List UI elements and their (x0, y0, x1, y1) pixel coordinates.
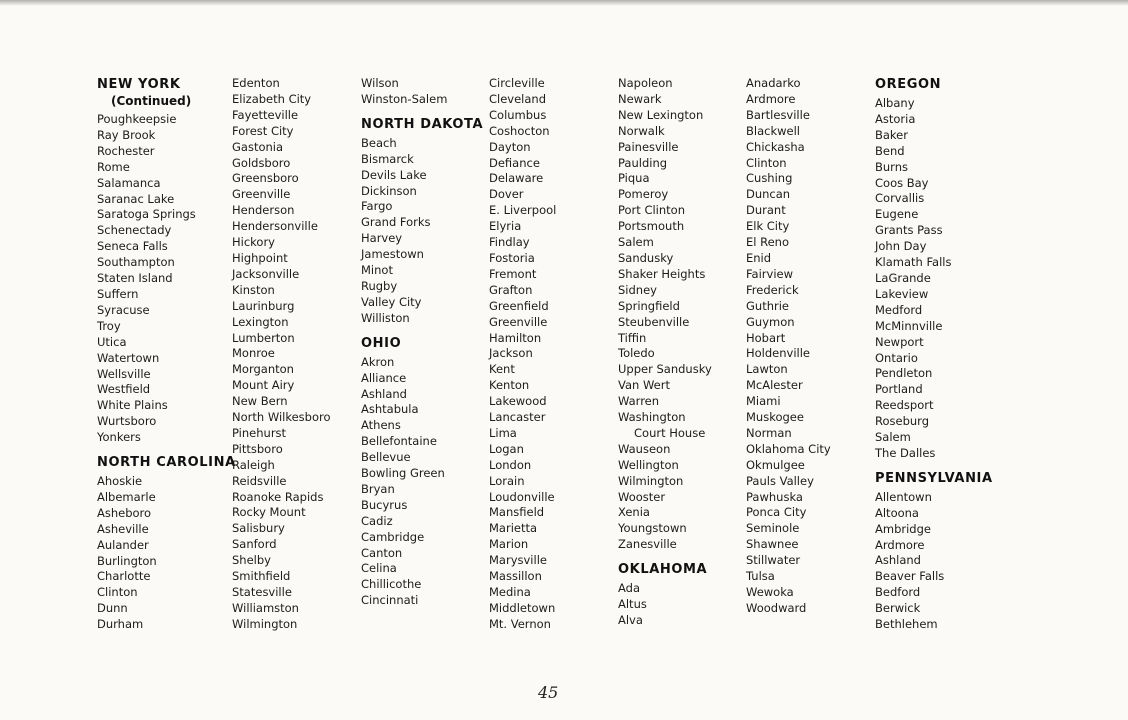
city-name: Coos Bay (875, 175, 929, 190)
city-name: McAlester (746, 378, 803, 393)
city-name: Court House (634, 425, 706, 440)
city-name: Frederick (746, 282, 799, 297)
city-name: Warren (618, 394, 660, 409)
city-name: Corvallis (875, 191, 925, 206)
state-block (618, 561, 746, 629)
city-name: Wurtsboro (97, 414, 157, 429)
city-name: Toledo (618, 346, 655, 361)
city-name: Newport (875, 334, 924, 349)
city-name: Fayetteville (232, 107, 299, 122)
city-name: Marysville (489, 553, 547, 568)
city-name: Guthrie (746, 298, 789, 313)
city-name: Grants Pass (875, 223, 943, 238)
city-name: Wilmington (618, 473, 684, 488)
city-name: E. Liverpool (489, 203, 557, 218)
city-name: Asheville (97, 521, 149, 536)
city-name: Wilmington (232, 616, 298, 631)
city-name: Marietta (489, 521, 538, 536)
state-block (361, 335, 489, 610)
city-name: Lexington (232, 314, 289, 329)
city-name: Anadarko (746, 76, 801, 90)
city-name: Canton (361, 545, 403, 560)
city-name: Alliance (361, 370, 407, 385)
city-name: Altoona (875, 505, 919, 520)
city-name: Tiffin (618, 330, 647, 345)
city-name: Smithfield (232, 569, 291, 584)
city-name: Elizabeth City (232, 91, 312, 106)
city-name: Pomeroy (618, 187, 669, 202)
city-name: Jackson (489, 346, 533, 361)
city-name: Loudonville (489, 489, 555, 504)
city-name: Celina (361, 561, 397, 576)
column-6 (746, 76, 874, 617)
city-name: Hendersonville (232, 219, 318, 234)
city-name: Salamanca (97, 175, 161, 190)
city-name: Greenville (232, 187, 291, 202)
city-name: Wellsville (97, 366, 151, 381)
city-name: Cincinnati (361, 593, 419, 608)
city-name: Massillon (489, 569, 542, 584)
city-name: Jacksonville (232, 266, 300, 281)
city-name: Logan (489, 441, 524, 456)
city-name: Grafton (489, 282, 533, 297)
city-name: Steubenville (618, 314, 690, 329)
city-name: Upper Sandusky (618, 362, 712, 377)
city-name: Roanoke Rapids (232, 489, 324, 504)
column-1 (97, 76, 236, 633)
city-name: Saranac Lake (97, 191, 175, 206)
city-name: El Reno (746, 235, 789, 250)
city-name: Devils Lake (361, 167, 427, 182)
city-name: Burns (875, 159, 908, 174)
city-name: Allentown (875, 489, 932, 504)
city-name: Rugby (361, 278, 398, 293)
city-name: Monroe (232, 346, 275, 361)
city-name: Mansfield (489, 505, 545, 520)
city-name: Alva (618, 613, 643, 627)
city-name: John Day (875, 239, 927, 254)
city-name: Cleveland (489, 91, 547, 106)
city-name: Greenfield (489, 298, 549, 313)
city-name: Chickasha (746, 139, 805, 154)
city-name: Cambridge (361, 529, 425, 544)
city-name: Bethlehem (875, 617, 938, 632)
city-name: Ashtabula (361, 402, 419, 417)
city-name: Miami (746, 394, 781, 409)
city-name: Durham (97, 617, 144, 632)
city-name: Seneca Falls (97, 239, 168, 254)
city-name: Piqua (618, 171, 650, 186)
city-name: Bismarck (361, 151, 414, 166)
city-name: Wooster (618, 489, 666, 504)
city-name: Elk City (746, 219, 790, 234)
city-name: Staten Island (97, 271, 173, 286)
column-5 (618, 76, 746, 629)
city-name: Berwick (875, 601, 921, 616)
city-name: Ahoskie (97, 474, 143, 489)
city-name: Saratoga Springs (97, 207, 196, 222)
city-name: New Lexington (618, 107, 704, 122)
city-name: Newark (618, 91, 662, 106)
city-name: Mount Airy (232, 378, 295, 393)
state-block (875, 76, 1003, 462)
city-name: Bend (875, 143, 905, 158)
city-name: Pawhuska (746, 489, 803, 504)
city-name: Williamston (232, 600, 299, 615)
city-name: Rochester (97, 143, 155, 158)
city-name: Dayton (489, 139, 531, 154)
city-name: Dunn (97, 601, 128, 616)
city-name: Defiance (489, 155, 540, 170)
city-name: Youngstown (618, 521, 687, 536)
city-name: Bryan (361, 481, 395, 496)
city-name: Syracuse (97, 302, 150, 317)
city-name: Blackwell (746, 123, 800, 138)
city-name: Bellevue (361, 450, 411, 465)
city-name: Baker (875, 127, 908, 142)
city-name: Circleville (489, 76, 545, 90)
state-block (97, 454, 236, 633)
city-name: Xenia (618, 505, 650, 520)
city-name: Forest City (232, 123, 294, 138)
city-name: Poughkeepsie (97, 112, 177, 126)
city-name: North Wilkesboro (232, 410, 331, 425)
city-name: Beaver Falls (875, 569, 945, 584)
city-name: Bellefontaine (361, 434, 437, 449)
state-block (875, 470, 1003, 633)
city-name: Middletown (489, 600, 556, 615)
city-name: Findlay (489, 235, 530, 250)
city-name: Jamestown (361, 247, 424, 262)
city-name: Valley City (361, 294, 422, 309)
city-name: Winston-Salem (361, 91, 448, 106)
city-name: Duncan (746, 187, 791, 202)
city-name: Utica (97, 334, 127, 349)
city-columns (0, 76, 1128, 656)
city-name: Lakeview (875, 286, 929, 301)
city-name: London (489, 457, 532, 472)
city-name: Aulander (97, 537, 149, 552)
city-name: Athens (361, 418, 401, 433)
city-name: Salem (618, 235, 654, 250)
city-name: Charlotte (97, 569, 151, 584)
city-name: Suffern (97, 286, 139, 301)
city-name: Bucyrus (361, 497, 408, 512)
city-name: Hickory (232, 235, 275, 250)
city-name: Wewoka (746, 585, 794, 599)
column-3 (361, 76, 489, 609)
state-block (232, 76, 360, 633)
state-block (618, 76, 746, 553)
city-name: Raleigh (232, 457, 275, 472)
city-name: Tulsa (746, 569, 775, 584)
city-name: Kenton (489, 378, 530, 393)
state-block (361, 76, 489, 108)
city-name: Hobart (746, 330, 786, 345)
city-name: Ashland (361, 386, 407, 401)
city-name: Medford (875, 302, 923, 317)
city-name: Albany (875, 96, 915, 110)
city-name: Troy (97, 318, 121, 333)
city-name: Ponca City (746, 505, 807, 520)
city-name: Mt. Vernon (489, 616, 551, 631)
city-name: Pendleton (875, 366, 933, 381)
city-name: Westfield (97, 382, 151, 397)
city-name: Elyria (489, 219, 522, 234)
city-name: Van Wert (618, 378, 670, 393)
city-name: Astoria (875, 111, 916, 126)
city-name: Port Clinton (618, 203, 685, 218)
city-name: Durant (746, 203, 786, 218)
city-name: Minot (361, 263, 393, 278)
state-block (746, 76, 874, 617)
city-name: Kent (489, 362, 515, 377)
city-name: Marion (489, 537, 529, 552)
city-name: Reedsport (875, 398, 934, 413)
city-name: Kinston (232, 282, 275, 297)
city-name: Clinton (97, 585, 138, 600)
city-name: Painesville (618, 139, 679, 154)
city-name: Stillwater (746, 553, 801, 568)
state-block (97, 76, 225, 446)
city-name: Springfield (618, 298, 680, 313)
city-name: Lancaster (489, 410, 546, 425)
city-name: Columbus (489, 107, 547, 122)
city-name: Fairview (746, 266, 794, 281)
state-heading: OKLAHOMA (618, 562, 708, 578)
column-2 (232, 76, 360, 633)
city-name: Rocky Mount (232, 505, 306, 520)
city-name: Greenville (489, 314, 548, 329)
city-name: Watertown (97, 350, 160, 365)
city-name: Henderson (232, 203, 295, 218)
city-name: Highpoint (232, 250, 288, 265)
city-name: Eugene (875, 207, 919, 222)
city-name: Fostoria (489, 250, 535, 265)
city-name: Chillicothe (361, 577, 422, 592)
city-name: Salem (875, 430, 911, 445)
city-name: Delaware (489, 171, 544, 186)
page-number: 45 (538, 683, 559, 702)
city-name: Asheboro (97, 505, 152, 520)
city-name: Pinehurst (232, 425, 287, 440)
city-name: Shelby (232, 553, 271, 568)
city-name: Harvey (361, 231, 403, 246)
state-heading: OHIO (361, 335, 402, 351)
state-heading: OREGON (875, 77, 942, 92)
city-name: Lorain (489, 473, 525, 488)
city-name: The Dalles (875, 445, 936, 460)
city-name: Cushing (746, 171, 793, 186)
city-name: Shaker Heights (618, 266, 706, 281)
city-name: Burlington (97, 553, 157, 568)
city-name: Dover (489, 187, 524, 202)
city-name: Guymon (746, 314, 795, 329)
city-name: Paulding (618, 155, 668, 170)
column-4 (489, 76, 617, 633)
city-name: Portsmouth (618, 219, 685, 234)
city-name: Schenectady (97, 223, 172, 238)
state-heading: NORTH DAKOTA (361, 116, 484, 132)
city-name: Washington (618, 410, 686, 425)
city-name: Rome (97, 159, 130, 174)
city-name: LaGrande (875, 270, 931, 285)
city-name: Sidney (618, 282, 657, 297)
city-name: Coshocton (489, 123, 550, 138)
city-name: Portland (875, 382, 923, 397)
city-name: Wellington (618, 457, 679, 472)
city-name: Bowling Green (361, 466, 445, 481)
city-name: Lawton (746, 362, 788, 377)
city-name: Gastonia (232, 139, 284, 154)
state-heading: PENNSYLVANIA (875, 470, 993, 486)
city-name: Ardmore (875, 537, 925, 552)
city-name: Salisbury (232, 521, 285, 536)
city-name: Fargo (361, 199, 393, 214)
state-heading: NORTH CAROLINA (97, 455, 236, 471)
city-name: Altus (618, 597, 647, 612)
city-name: Norwalk (618, 123, 665, 138)
city-name: Clinton (746, 155, 787, 170)
city-name: Pauls Valley (746, 473, 814, 488)
city-name: Lima (489, 425, 517, 440)
city-name: Bedford (875, 585, 921, 600)
city-name: Fremont (489, 266, 537, 281)
city-name: Pittsboro (232, 441, 283, 456)
city-name: Wilson (361, 76, 399, 90)
city-name: Ada (618, 581, 641, 596)
state-heading: NEW YORK (97, 77, 181, 92)
state-block (361, 116, 489, 327)
city-name: Goldsboro (232, 155, 291, 170)
city-name: Okmulgee (746, 457, 805, 472)
city-name: Lakewood (489, 394, 547, 409)
city-name: Laurinburg (232, 298, 295, 313)
city-name: Medina (489, 585, 531, 599)
city-name: Ontario (875, 350, 918, 365)
city-name: Napoleon (618, 76, 673, 90)
city-name: Dickinson (361, 183, 417, 198)
column-7 (875, 76, 1003, 633)
city-name: Oklahoma City (746, 441, 831, 456)
city-name: Wauseon (618, 441, 671, 456)
state-block (489, 76, 617, 633)
city-name: Muskogee (746, 410, 804, 425)
city-name: Beach (361, 135, 397, 150)
city-name: Ray Brook (97, 127, 156, 142)
city-name: Lumberton (232, 330, 295, 345)
city-name: Greensboro (232, 171, 299, 186)
city-name: Albemarle (97, 489, 156, 504)
city-name: Southampton (97, 255, 175, 270)
city-name: Seminole (746, 521, 800, 536)
city-name: Holdenville (746, 346, 811, 361)
city-name: Ambridge (875, 521, 931, 536)
city-name: Bartlesville (746, 107, 810, 122)
city-name: Zanesville (618, 537, 677, 552)
city-name: Statesville (232, 585, 292, 599)
city-name: Sandusky (618, 250, 674, 265)
city-name: Williston (361, 310, 410, 325)
city-name: White Plains (97, 398, 168, 413)
city-name: Ardmore (746, 91, 796, 106)
state-subheading: (Continued) (111, 94, 192, 108)
city-name: Woodward (746, 600, 807, 615)
city-name: Shawnee (746, 537, 799, 552)
city-name: Cadiz (361, 513, 393, 528)
city-name: Akron (361, 354, 395, 369)
city-name: Klamath Falls (875, 255, 952, 270)
city-name: Sanford (232, 537, 277, 552)
city-name: Ashland (875, 553, 921, 568)
page-edge-shadow (0, 0, 1128, 6)
city-name: Roseburg (875, 414, 929, 429)
city-name: Reidsville (232, 473, 287, 488)
city-name: Edenton (232, 76, 280, 90)
city-name: Grand Forks (361, 215, 431, 230)
city-name: Enid (746, 250, 772, 265)
city-name: McMinnville (875, 318, 943, 333)
city-name: Yonkers (97, 430, 141, 445)
city-name: New Bern (232, 394, 288, 409)
city-name: Norman (746, 425, 792, 440)
city-name: Morganton (232, 362, 294, 377)
city-name: Hamilton (489, 330, 542, 345)
